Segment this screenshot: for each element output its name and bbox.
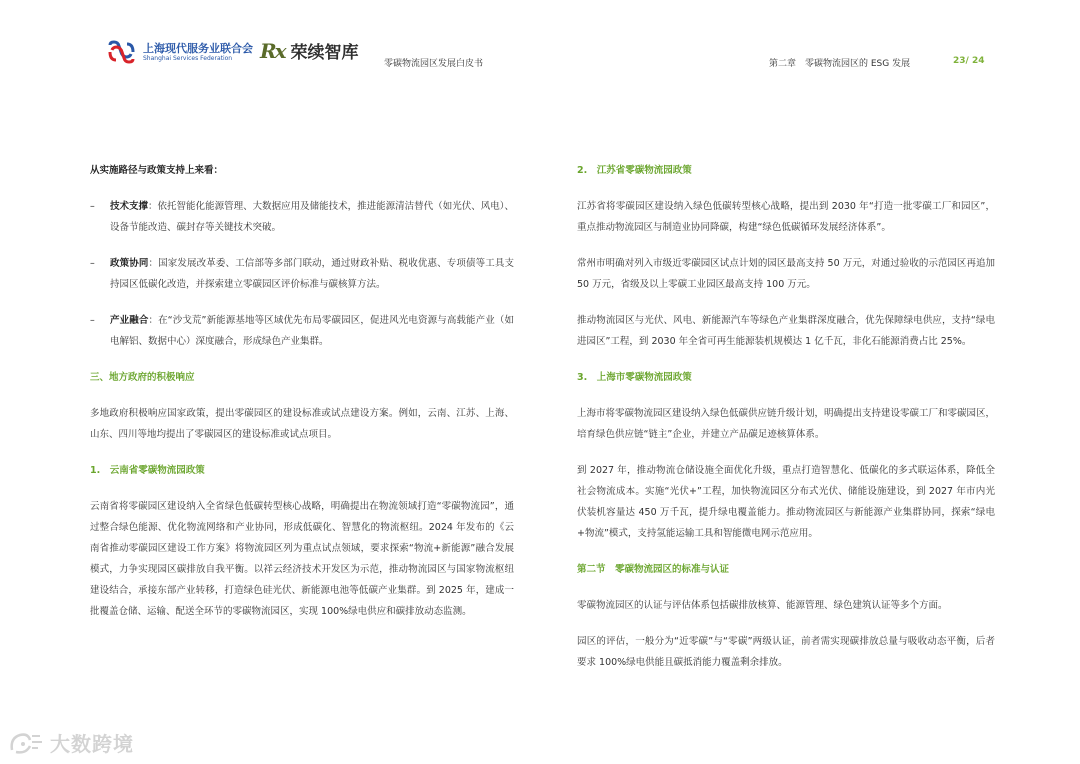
- rongxu-logo: [260, 38, 359, 63]
- paragraph-shanghai-2: 到 2027 年，推动物流仓储设施全面优化升级，重点打造智慧化、低碳化的多式联运体系，降低全社会物流成本。实施“光伏+”工程，加快物流园区分布式光伏、储能设施建设，到 2027 年市内光伏装机容量达 450 万千瓦，提升绿电覆盖能力。推动物流园区与新能源产业集群协同，探索“绿电+物流”模式，支持氢能运输工具和智能微电网示范应用。: [577, 465, 995, 539]
- watermark: [8, 728, 134, 757]
- chapter-title: 第二章 零碳物流园区的 ESG 发展: [769, 59, 911, 69]
- bullet-text: ：在“沙戈荒”新能源基地等区域优先布局零碳园区，促进风光电资源与高载能产业（如电解铝、数据中心）深度融合，形成绿色产业集群。: [110, 315, 514, 347]
- page-header: [0, 0, 1080, 80]
- watermark-logo-icon: [8, 730, 46, 756]
- heading-jiangsu: 2. 江苏省零碳物流园政策: [577, 165, 692, 176]
- paragraph-jiangsu-3: 推动物流园区与光伏、风电、新能源汽车等绿色产业集群深度融合，优先保障绿电供应，支持“绿电进园区”工程，到 2030 年全省可再生能源装机规模达 1 亿千瓦，非化石能源消费占比 25%。: [577, 315, 995, 347]
- ssf-name-en: Shanghai Services Federation: [143, 54, 233, 62]
- rongxu-logo-mark: Rx: [260, 38, 285, 63]
- ssf-logo: [107, 40, 253, 64]
- bullet-item: [90, 196, 514, 238]
- bullet-text: ：国家发展改革委、工信部等多部门联动，通过财政补贴、税收优惠、专项债等工具支持园区低碳化改造，并探索建立零碳园区评价标准与碳核算方法。: [110, 258, 514, 290]
- paragraph-yunnan: 云南省将零碳园区建设纳入全省绿色低碳转型核心战略，明确提出在物流领域打造“零碳物流园”，通过整合绿色能源、优化物流网络和产业协同，形成低碳化、智慧化的物流枢纽。2024 年发布的《云南省推动零碳园区建设工作方案》将物流园区列为重点试点领域，要求探索“物流+新能源”融合发展模式，力争实现园区碳排放自我平衡。以祥云经济技术开发区为示范，推动物流园区与国家物流枢纽建设结合，承接东部产业转移，打造绿色硅光伏、新能源电池等低碳产业集群。到 2025 年，建成一批覆盖仓储、运输、配送全环节的零碳物流园区，实现 100%绿电供应和碳排放动态监测。: [90, 501, 514, 617]
- paragraph-local-gov: 多地政府积极响应国家政策，提出零碳园区的建设标准或试点建设方案。例如，云南、江苏、上海、山东、四川等地均提出了零碳园区的建设标准或试点项目。: [90, 408, 514, 440]
- paragraph-shanghai-1: 上海市将零碳物流园区建设纳入绿色低碳供应链升级计划，明确提出支持建设零碳工厂和零碳园区，培育绿色供应链“链主”企业，并建立产品碳足迹核算体系。: [577, 408, 996, 440]
- bullet-label: 政策协同: [110, 258, 149, 269]
- heading-yunnan: 1. 云南省零碳物流园政策: [90, 465, 205, 476]
- bullet-dash: –: [90, 315, 95, 326]
- ssf-logo-icon: [107, 40, 137, 64]
- document-title: 零碳物流园区发展白皮书: [384, 59, 484, 69]
- ssf-name-cn: 上海现代服务业联合会: [143, 41, 253, 55]
- bullet-dash: –: [90, 201, 95, 212]
- bullet-label: 技术支撑: [110, 201, 149, 212]
- intro-heading: 从实施路径与政策支持上来看：: [90, 165, 224, 176]
- bullet-label: 产业融合: [110, 315, 149, 326]
- right-column: [577, 160, 995, 688]
- watermark-text: 大数跨境: [50, 732, 134, 756]
- rongxu-name: 荣续智库: [290, 43, 359, 63]
- bullet-text: ：依托智能化能源管理、大数据应用及储能技术，推进能源清洁替代（如光伏、风电）、设备节能改造、碳封存等关键技术突破。: [110, 201, 514, 233]
- section-heading-local-gov: 三、地方政府的积极响应: [90, 372, 195, 383]
- paragraph-jiangsu-2: 常州市明确对列入市级近零碳园区试点计划的园区最高支持 50 万元，对通过验收的示范园区再追加 50 万元，省级及以上零碳工业园区最高支持 100 万元。: [577, 258, 995, 290]
- paragraph-standards-2: 园区的评估，一般分为“近零碳”与“零碳”两级认证，前者需实现碳排放总量与吸收动态平衡，后者要求 100%绿电供能且碳抵消能力覆盖剩余排放。: [577, 636, 995, 668]
- paragraph-standards-1: 零碳物流园区的认证与评估体系包括碳排放核算、能源管理、绿色建筑认证等多个方面。: [577, 600, 948, 611]
- bullet-item: [90, 253, 514, 295]
- bullet-item: [90, 310, 514, 352]
- bullet-dash: –: [90, 258, 95, 269]
- heading-standards-section: 第二节 零碳物流园区的标准与认证: [577, 564, 730, 575]
- page-number: 23/ 24: [953, 56, 985, 66]
- left-column: [90, 160, 514, 637]
- paragraph-jiangsu-1: 江苏省将零碳园区建设纳入绿色低碳转型核心战略，提出到 2030 年“打造一批零碳工厂和园区”，重点推动物流园区与制造业协同降碳，构建“绿色低碳循环发展经济体系”。: [577, 201, 995, 233]
- heading-shanghai: 3. 上海市零碳物流园政策: [577, 372, 692, 383]
